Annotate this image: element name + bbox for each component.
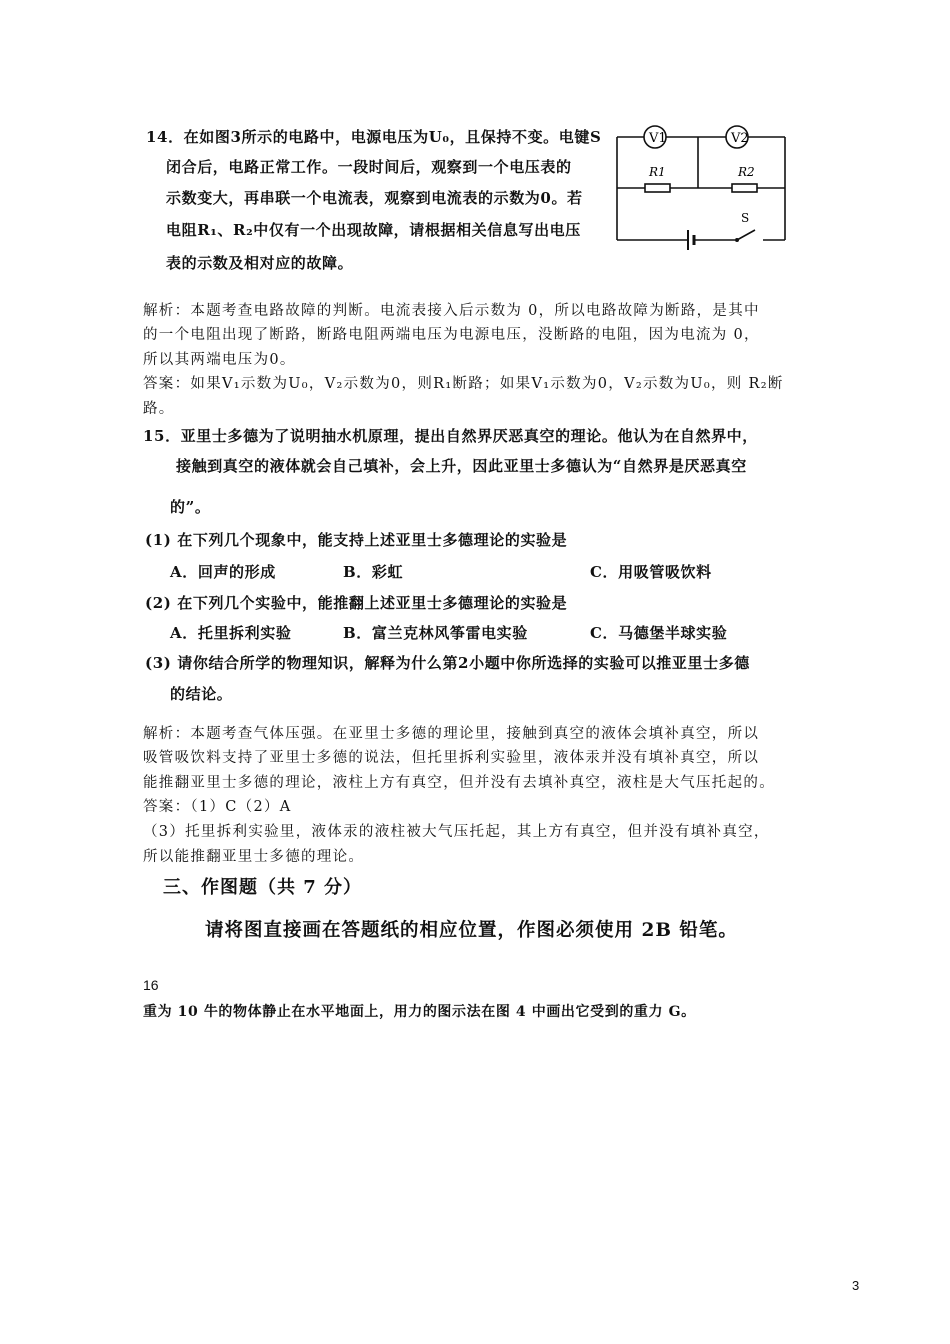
q15-sub2-option: C．马德堡半球实验 <box>590 624 728 642</box>
q14-line: 电阻R₁、R₂中仅有一个出现故障，请根据相关信息写出电压 <box>166 221 581 239</box>
v1-label: V1 <box>649 131 667 146</box>
q15-sub1-option: A．回声的形成 <box>170 563 276 581</box>
q15-analysis: 能推翻亚里士多德的理论，液柱上方有真空，但并没有去填补真空，液柱是大气压托起的。 <box>143 775 775 791</box>
q15-sub2: (2) 在下列几个实验中，能推翻上述亚里士多德理论的实验是 <box>145 594 568 612</box>
q15-line: 的”。 <box>170 498 211 516</box>
q15-sub1: (1) 在下列几个现象中，能支持上述亚里士多德理论的实验是 <box>145 531 568 549</box>
r2-label: R2 <box>738 165 755 179</box>
q15-analysis: 吸管吸饮料支持了亚里士多德的说法，但托里拆利实验里，液体汞并没有填补真空，所以 <box>143 750 760 766</box>
q14-line: 示数变大，再串联一个电流表，观察到电流表的示数为0。若 <box>166 189 583 207</box>
q15-sub1-option: C．用吸管吸饮料 <box>590 563 712 581</box>
q15-sub3: (3) 请你结合所学的物理知识，解释为什么第2小题中你所选择的实验可以推亚里士多德 <box>145 654 750 672</box>
q14-line: 闭合后，电路正常工作。一段时间后，观察到一个电压表的 <box>166 158 572 176</box>
section-instruction: 请将图直接画在答题纸的相应位置，作图必须使用 2B 铅笔。 <box>205 920 738 941</box>
q15-sub1-option: B．彩虹 <box>343 563 404 581</box>
q15-sub2-option: A．托里拆利实验 <box>170 624 292 642</box>
section-title: 三、作图题（共 7 分） <box>163 877 363 898</box>
q14-answer: 答案：如果V₁示数为U₀，V₂示数为0，则R₁断路；如果V₁示数为0，V₂示数为U₀，则 R₂断 <box>143 376 784 392</box>
q16-number: 16 <box>143 977 159 993</box>
page-number: 3 <box>852 1278 860 1293</box>
q15-line: 接触到真空的液体就会自己填补，会上升，因此亚里士多德认为“自然界是厌恶真空 <box>176 457 747 475</box>
q14-line: 表的示数及相对应的故障。 <box>166 254 354 272</box>
q14-analysis: 的一个电阻出现了断路，断路电阻两端电压为电源电压，没断路的电阻，因为电流为 0， <box>143 327 760 343</box>
q15-analysis: 解析：本题考查气体压强。在亚里士多德的理论里，接触到真空的液体会填补真空，所以 <box>143 726 760 742</box>
q15-sub3: 的结论。 <box>170 685 233 703</box>
r1-label: R1 <box>649 165 666 179</box>
q15-sub2-option: B．富兰克林风筝雷电实验 <box>343 624 528 642</box>
q14-analysis: 解析：本题考查电路故障的判断。电流表接入后示数为 0，所以电路故障为断路，是其中 <box>143 303 760 319</box>
q15-answer: 所以能推翻亚里士多德的理论。 <box>143 849 365 865</box>
circuit-diagram <box>610 120 795 250</box>
v2-label: V2 <box>731 131 749 146</box>
q15-line: 15．亚里士多德为了说明抽水机原理，提出自然界厌恶真空的理论。他认为在自然界中， <box>143 427 758 445</box>
q14-answer: 路。 <box>143 401 175 417</box>
switch-label: S <box>741 211 750 225</box>
q15-answer: 答案：（1）C（2）A <box>143 799 292 815</box>
q16-text: 重为 10 牛的物体静止在水平地面上，用力的图示法在图 4 中画出它受到的重力 G。 <box>143 1004 696 1020</box>
q15-answer: （3）托里拆利实验里，液体汞的液柱被大气压托起，其上方有真空，但并没有填补真空， <box>143 824 770 840</box>
q14-line: 14．在如图3所示的电路中，电源电压为U₀，且保持不变。电键S <box>146 128 602 146</box>
q14-analysis: 所以其两端电压为0。 <box>143 352 296 368</box>
